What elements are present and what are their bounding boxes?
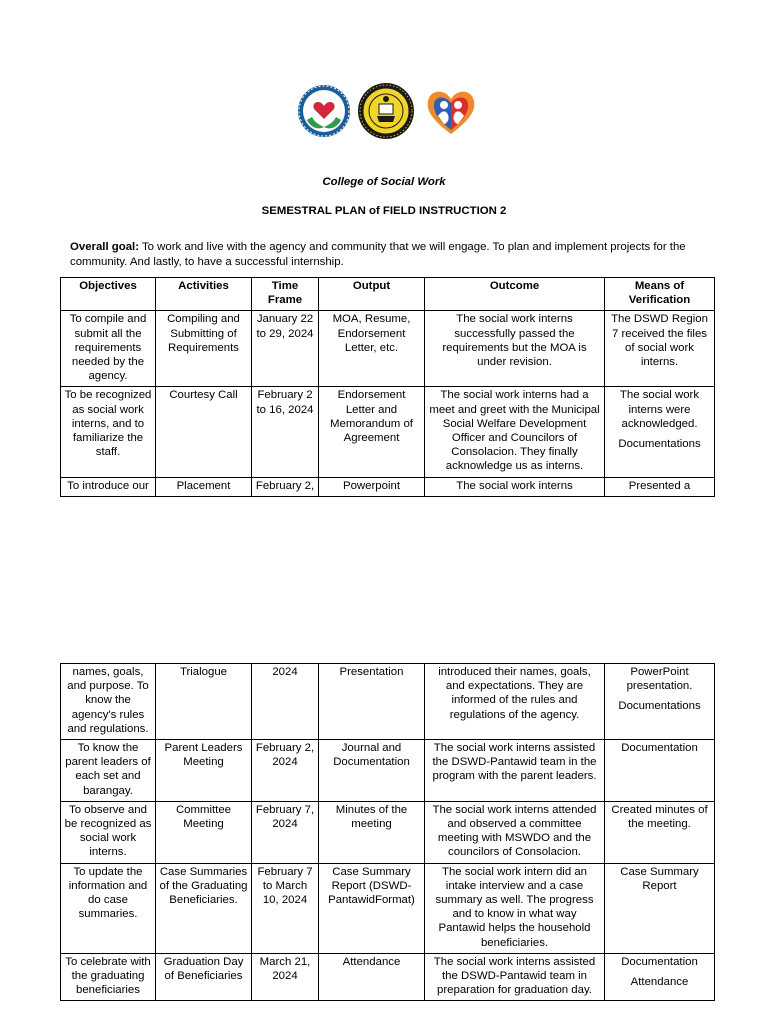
- output-cell: Case Summary Report (DSWD-PantawidFormat): [319, 863, 425, 953]
- plan-title: SEMESTRAL PLAN of FIELD INSTRUCTION 2: [261, 205, 507, 217]
- time-frame-cell: February 7, 2024: [252, 801, 319, 863]
- header-outcome: Outcome: [425, 278, 605, 311]
- time-frame-cell: February 2,: [252, 477, 319, 496]
- activity-cell: Case Summaries of the Graduating Beneficiaries.: [156, 863, 252, 953]
- table-row: [61, 740, 715, 802]
- outcome-cell: introduced their names, goals, and expectations. They are informed of the rules and regulations of the agency.: [425, 664, 605, 740]
- heart-people-logo: [424, 82, 478, 140]
- time-frame-cell: 2024: [252, 664, 319, 740]
- activity-cell: Committee Meeting: [156, 801, 252, 863]
- verification-extra-text: Attendance: [630, 976, 689, 989]
- time-frame-cell: February 2, 2024: [252, 740, 319, 802]
- outcome-cell: The social work interns had a meet and greet with the Municipal Social Welfare Development Officer and Councilors of Consolacion. They finally acknowledge us as interns.: [425, 387, 605, 477]
- objective-cell: To know the parent leaders of each set and barangay.: [61, 740, 156, 802]
- activity-cell: Trialogue: [156, 664, 252, 740]
- time-frame-cell: January 22 to 29, 2024: [252, 311, 319, 387]
- verification-text: The social work interns were acknowledged.: [619, 389, 700, 430]
- table-row: [61, 953, 715, 1001]
- table-row: [61, 311, 715, 387]
- college-name: College of Social Work: [322, 176, 446, 188]
- table-header-row: [61, 278, 715, 311]
- activity-cell: Compiling and Submitting of Requirements: [156, 311, 252, 387]
- plan-table-page1: [60, 277, 715, 497]
- verification-text: Created minutes of the meeting.: [611, 803, 708, 831]
- verification-text: Presented a: [628, 479, 691, 492]
- verification-extra-text: Documentations: [618, 438, 701, 451]
- header-activities: Activities: [156, 278, 252, 311]
- verification-cell: [605, 664, 715, 740]
- outcome-cell: The social work interns assisted the DSWD-Pantawid team in preparation for graduation day.: [425, 953, 605, 1001]
- objective-cell: names, goals, and purpose. To know the agency's rules and regulations.: [61, 664, 156, 740]
- overall-goal-text: To work and live with the agency and community that we will engage. To plan and implement projects for the community. And lastly, to have a successful internship.: [70, 241, 686, 268]
- header-logos: [0, 82, 768, 140]
- output-cell: Presentation: [319, 664, 425, 740]
- output-cell: Journal and Documentation: [319, 740, 425, 802]
- activity-cell: Parent Leaders Meeting: [156, 740, 252, 802]
- outcome-cell: The social work interns: [425, 477, 605, 496]
- verification-cell: [605, 311, 715, 387]
- activity-cell: Courtesy Call: [156, 387, 252, 477]
- output-cell: Powerpoint: [319, 477, 425, 496]
- outcome-cell: The social work intern did an intake interview and a case summary as well. The progress and to know in what way Pantawid helps the household beneficiaries.: [425, 863, 605, 953]
- time-frame-cell: February 2 to 16, 2024: [252, 387, 319, 477]
- outcome-cell: The social work interns assisted the DSWD-Pantawid team in the program with the parent leaders.: [425, 740, 605, 802]
- document-page-2: [0, 600, 768, 1024]
- activity-cell: Graduation Day of Beneficiaries: [156, 953, 252, 1001]
- verification-text: Documentation: [621, 742, 698, 755]
- verification-text: The DSWD Region 7 received the files of social work interns.: [611, 313, 708, 369]
- output-cell: MOA, Resume, Endorsement Letter, etc.: [319, 311, 425, 387]
- activity-cell: Placement: [156, 477, 252, 496]
- verification-text: PowerPoint presentation.: [626, 666, 693, 693]
- overall-goal: [70, 240, 710, 269]
- table-row: [61, 664, 715, 740]
- time-frame-cell: March 21, 2024: [252, 953, 319, 1001]
- output-cell: Endorsement Letter and Memorandum of Agreement: [319, 387, 425, 477]
- outcome-cell: The social work interns successfully passed the requirements but the MOA is under revision.: [425, 311, 605, 387]
- output-cell: Minutes of the meeting: [319, 801, 425, 863]
- social-work-hands-heart-logo: [296, 82, 352, 140]
- verification-text: Case Summary Report: [620, 865, 699, 892]
- objective-cell: To observe and be recognized as social work interns.: [61, 801, 156, 863]
- verification-cell: [605, 740, 715, 802]
- table-row: [61, 801, 715, 863]
- verification-cell: [605, 801, 715, 863]
- verification-cell: [605, 863, 715, 953]
- overall-goal-label: Overall goal:: [70, 241, 140, 253]
- table-row: [61, 387, 715, 477]
- objective-cell: To celebrate with the graduating beneficiaries: [61, 953, 156, 1001]
- time-frame-cell: February 7 to March 10, 2024: [252, 863, 319, 953]
- header-means-of-verification: Means of Verification: [605, 278, 715, 311]
- header-output: Output: [319, 278, 425, 311]
- objective-cell: To compile and submit all the requirements needed by the agency.: [61, 311, 156, 387]
- verification-extra-text: Documentations: [618, 700, 701, 713]
- output-cell: Attendance: [319, 953, 425, 1001]
- objective-cell: To be recognized as social work interns, and to familiarize the staff.: [61, 387, 156, 477]
- objective-cell: To introduce our: [61, 477, 156, 496]
- university-seal-logo: [357, 82, 415, 140]
- outcome-cell: The social work interns attended and observed a committee meeting with MSWDO and the councilors of Consolacion.: [425, 801, 605, 863]
- header-time-frame: Time Frame: [252, 278, 319, 311]
- verification-cell: [605, 387, 715, 477]
- table-row: [61, 863, 715, 953]
- header-objectives: Objectives: [61, 278, 156, 311]
- verification-text: Documentation: [621, 955, 698, 968]
- plan-table-page2: [60, 663, 715, 1001]
- verification-cell: [605, 477, 715, 496]
- table-row: [61, 477, 715, 496]
- objective-cell: To update the information and do case summaries.: [61, 863, 156, 953]
- verification-cell: [605, 953, 715, 1001]
